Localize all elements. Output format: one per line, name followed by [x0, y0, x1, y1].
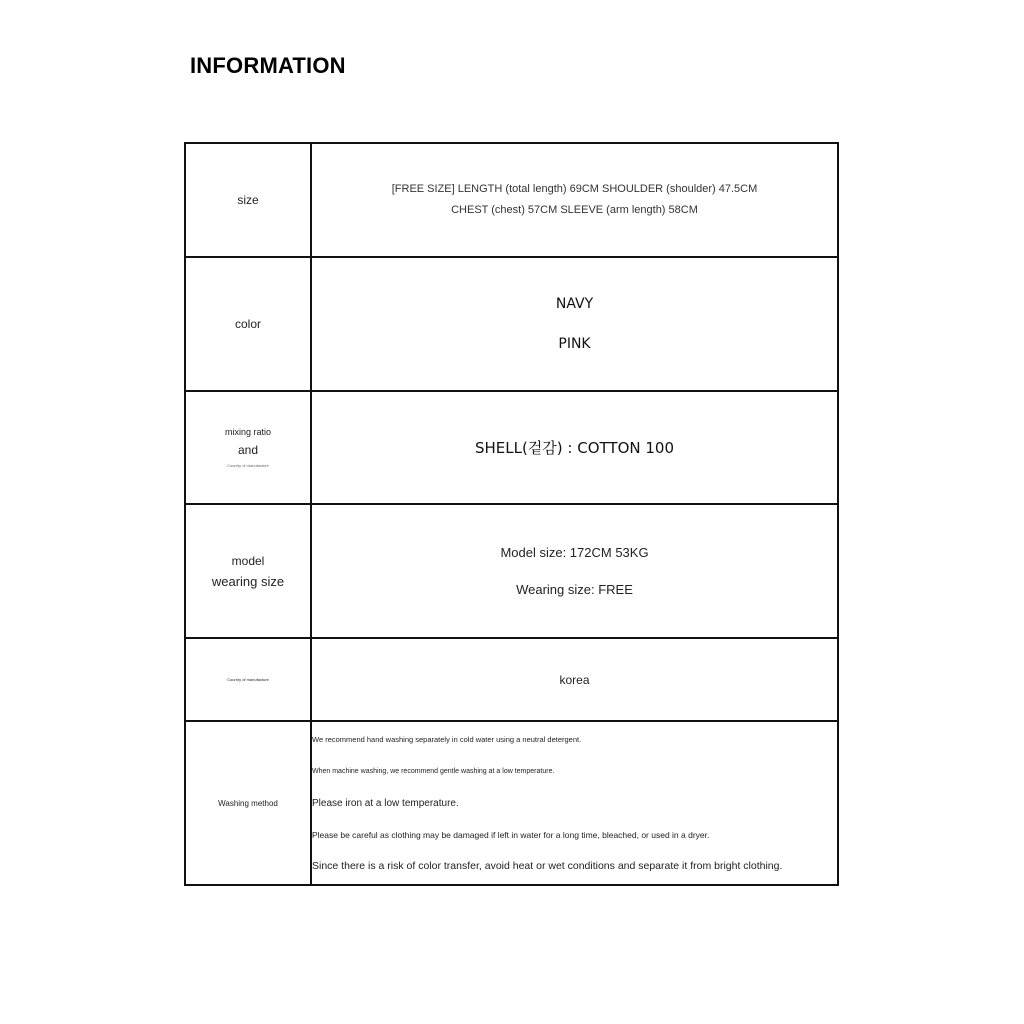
size-line: CHEST (chest) 57CM SLEEVE (arm length) 58CM [451, 204, 698, 216]
page-title: INFORMATION [190, 53, 346, 78]
model-size: Model size: 172CM 53KG [500, 545, 649, 560]
color-row [185, 257, 838, 391]
country-label: Country of manufacture [185, 638, 311, 721]
size-label: size [185, 143, 311, 257]
washing-instruction: Since there is a risk of color transfer, avoid heat or wet conditions and separate it from bright clothing. [312, 859, 783, 872]
washing-instruction: When machine washing, we recommend gentle washing at a low temperature. [312, 767, 555, 775]
wearing-size: Wearing size: FREE [516, 582, 633, 597]
color-option: PINK [558, 336, 591, 352]
mixing-ratio-label-line: Country of manufacture [227, 463, 269, 468]
size-line: [FREE SIZE] LENGTH (total length) 69CM SHOULDER (shoulder) 47.5CM [391, 183, 758, 195]
washing-label: Washing method [185, 721, 311, 885]
size-row [185, 143, 838, 257]
model-value [311, 504, 838, 638]
information-table [184, 142, 839, 886]
country-value: korea [311, 638, 838, 721]
mixing-ratio-label-line: and [237, 443, 259, 457]
washing-instruction: We recommend hand washing separately in cold water using a neutral detergent. [312, 734, 582, 744]
color-label: color [185, 257, 311, 391]
color-value [311, 257, 838, 391]
color-option: NAVY [555, 296, 594, 312]
washing-instruction: Please be careful as clothing may be damaged if left in water for a long time, bleached, or used in a dryer. [312, 829, 710, 840]
model-label [185, 504, 311, 638]
model-label-line: wearing size [211, 573, 285, 589]
mixing-ratio-row [185, 391, 838, 504]
size-value [311, 143, 838, 257]
model-row [185, 504, 838, 638]
country-row [185, 638, 838, 721]
mixing-ratio-label [185, 391, 311, 504]
shell-composition: SHELL(겉감) : COTTON 100 [474, 439, 675, 457]
washing-instructions [311, 721, 838, 885]
washing-instruction: Please iron at a low temperature. [312, 797, 459, 809]
mixing-ratio-value [311, 391, 838, 504]
model-label-line: model [231, 553, 265, 568]
mixing-ratio-label-line: mixing ratio [224, 427, 271, 437]
washing-row [185, 721, 838, 885]
